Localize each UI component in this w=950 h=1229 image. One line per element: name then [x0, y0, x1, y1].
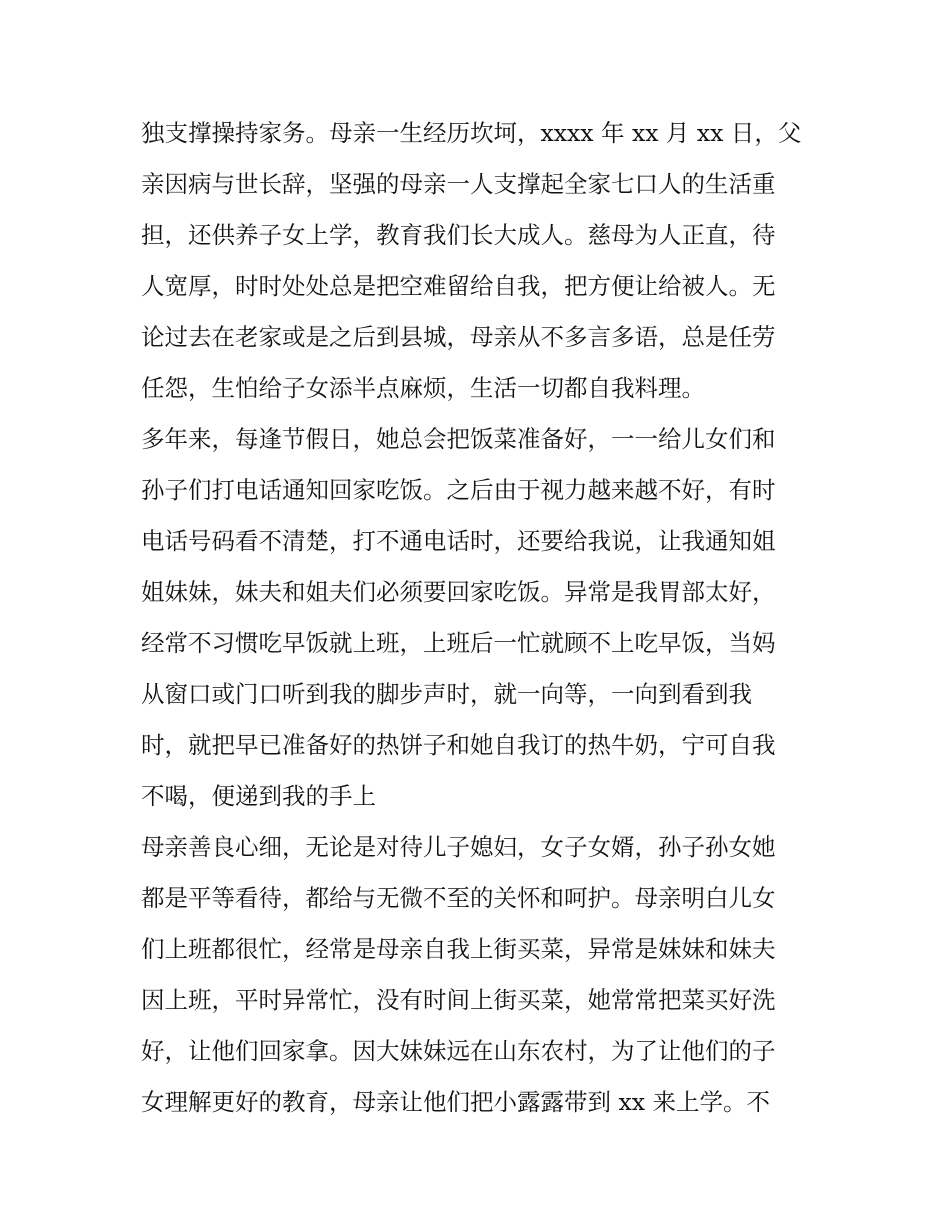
- text-line: 好，让他们回家拿。因大妹妹远在山东农村，为了让他们的子: [141, 1037, 776, 1065]
- text-line: 担，还供养子女上学，教育我们长大成人。慈母为人正直，待: [141, 221, 776, 249]
- text-line: 从窗口或门口听到我的脚步声时，就一向等，一向到看到我: [141, 680, 752, 708]
- text-line: 因上班，平时异常忙，没有时间上街买菜，她常常把菜买好洗: [141, 986, 776, 1014]
- text-line: 人宽厚，时时处处总是把空难留给自我，把方便让给被人。无: [141, 272, 776, 300]
- text-line: 多年来，每逢节假日，她总会把饭菜准备好，一一给儿女们和: [141, 425, 776, 453]
- text-line: 们上班都很忙，经常是母亲自我上街买菜，异常是妹妹和妹夫: [141, 935, 776, 963]
- text-line: 独支撑操持家务。母亲一生经历坎坷，xxxx 年 xx 月 xx 日，父: [141, 119, 802, 147]
- text-line: 时，就把早已准备好的热饼子和她自我订的热牛奶，宁可自我: [141, 731, 776, 759]
- text-line: 不喝，便递到我的手上: [141, 782, 376, 810]
- text-line: 电话号码看不清楚，打不通电话时，还要给我说，让我通知姐: [141, 527, 776, 555]
- text-line: 女理解更好的教育，母亲让他们把小露露带到 xx 来上学。不: [141, 1088, 770, 1116]
- document-body: [141, 108, 821, 1128]
- text-line: 姐妹妹，妹夫和姐夫们必须要回家吃饭。异常是我胃部太好，: [141, 578, 776, 606]
- text-line: 亲因病与世长辞，坚强的母亲一人支撑起全家七口人的生活重: [141, 170, 776, 198]
- text-line: 论过去在老家或是之后到县城，母亲从不多言多语，总是任劳: [141, 323, 776, 351]
- text-line: 经常不习惯吃早饭就上班，上班后一忙就顾不上吃早饭，当妈: [141, 629, 776, 657]
- text-line: 母亲善良心细，无论是对待儿子媳妇，女子女婿，孙子孙女她: [141, 833, 776, 861]
- text-line: 都是平等看待，都给与无微不至的关怀和呵护。母亲明白儿女: [141, 884, 776, 912]
- text-line: 任怨，生怕给子女添半点麻烦，生活一切都自我料理。: [141, 374, 705, 402]
- text-line: 孙子们打电话通知回家吃饭。之后由于视力越来越不好，有时: [141, 476, 776, 504]
